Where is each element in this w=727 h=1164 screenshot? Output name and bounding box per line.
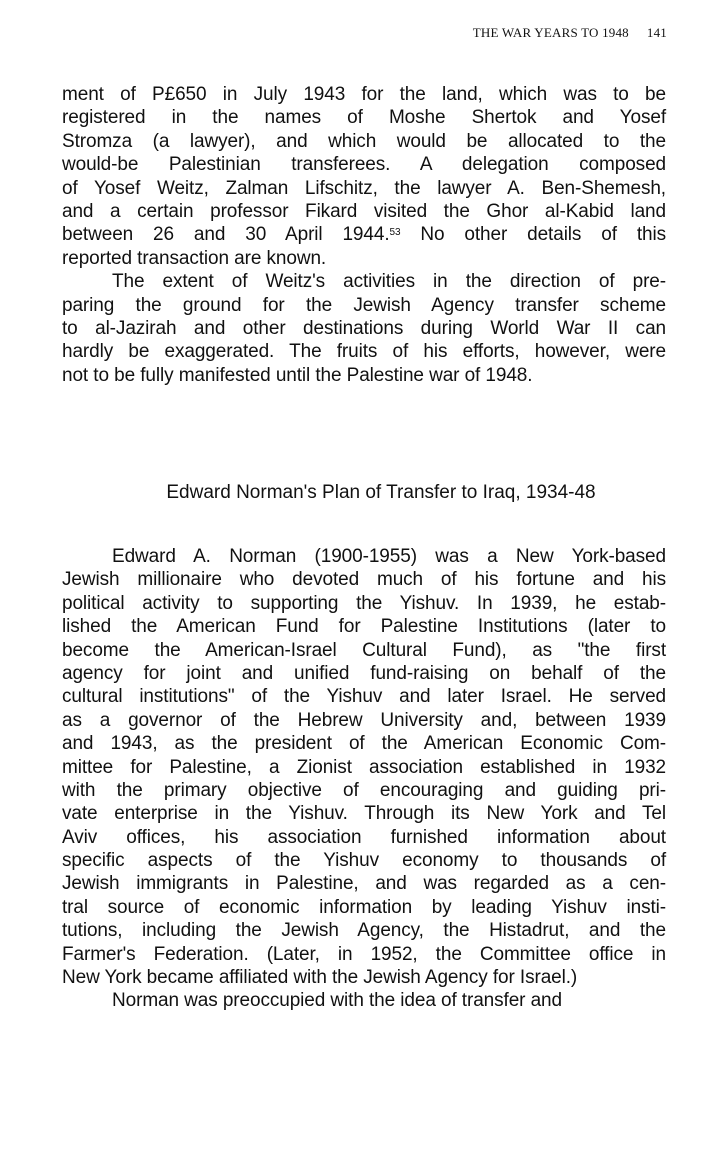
text-line: to al-Jazirah and other destinations during World War II can (62, 317, 666, 339)
text-line: Jewish millionaire who devoted much of his fortune and his (62, 569, 666, 591)
text-line: as a governor of the Hebrew University and, between 1939 (62, 709, 666, 731)
text-line: with the primary objective of encouraging and guiding pri- (62, 779, 666, 801)
text-line: become the American-Israel Cultural Fund), as "the first (62, 639, 666, 661)
text-line: tral source of economic information by leading Yishuv insti- (62, 896, 666, 918)
text-line: vate enterprise in the Yishuv. Through its New York and Tel (62, 803, 666, 825)
text-line: Farmer's Federation. (Later, in 1952, the Committee office in (62, 943, 666, 965)
text-line: cultural institutions" of the Yishuv and later Israel. He served (62, 686, 666, 708)
text-line: political activity to supporting the Yishuv. In 1939, he estab- (62, 592, 666, 614)
paragraph (62, 270, 666, 387)
text-line: Stromza (a lawyer), and which would be allocated to the (62, 130, 666, 152)
text-block-before-heading (62, 83, 666, 387)
page-number: 141 (646, 25, 667, 40)
text-line: of Yosef Weitz, Zalman Lifschitz, the lawyer A. Ben-Shemesh, (62, 177, 666, 199)
text-line: lished the American Fund for Palestine Institutions (later to (62, 616, 666, 638)
text-line: mittee for Palestine, a Zionist association established in 1932 (62, 756, 666, 778)
paragraph (62, 83, 666, 270)
text-line: Norman was preoccupied with the idea of transfer and (112, 990, 562, 1012)
footnote-reference[interactable]: 53 (389, 227, 401, 239)
text-line: ment of P£650 in July 1943 for the land, which was to be (62, 84, 666, 105)
paragraph (62, 989, 666, 1012)
text-line: would-be Palestinian transferees. A delegation composed (62, 154, 666, 176)
text-line: Edward A. Norman (1900-1955) was a New York-based (112, 546, 666, 567)
text-line: specific aspects of the Yishuv economy to thousands of (62, 850, 666, 872)
text-line: paring the ground for the Jewish Agency transfer scheme (62, 294, 666, 316)
text-line: Aviv offices, his association furnished information about (62, 826, 666, 848)
text-line: hardly be exaggerated. The fruits of his efforts, however, were (62, 341, 666, 363)
text-line: agency for joint and unified fund-raising on behalf of the (62, 662, 666, 684)
text-line: and a certain professor Fikard visited the Ghor al-Kabid land (62, 200, 666, 222)
section-heading-text: Edward Norman's Plan of Transfer to Iraq, 1934-48 (166, 482, 596, 503)
section-heading (0, 481, 727, 504)
text-line: between 26 and 30 April 1944.53 No other details of this (62, 224, 666, 246)
text-line: not to be fully manifested until the Palestine war of 1948. (62, 364, 533, 386)
text-line: New York became affiliated with the Jewish Agency for Israel.) (62, 967, 578, 989)
text-line: and 1943, as the president of the American Economic Com- (62, 733, 666, 755)
text-line: registered in the names of Moshe Shertok and Yosef (62, 107, 666, 129)
text-line: The extent of Weitz's activities in the direction of pre- (112, 271, 666, 293)
paragraph (62, 545, 666, 989)
text-line: Jewish immigrants in Palestine, and was regarded as a cen- (62, 873, 666, 895)
text-line: tutions, including the Jewish Agency, the Histadrut, and the (62, 920, 666, 942)
running-head-title: THE WAR YEARS TO 1948 (472, 25, 629, 40)
text-line: reported transaction are known. (62, 247, 327, 269)
text-block-after-heading (62, 545, 666, 1013)
running-head (473, 25, 667, 41)
